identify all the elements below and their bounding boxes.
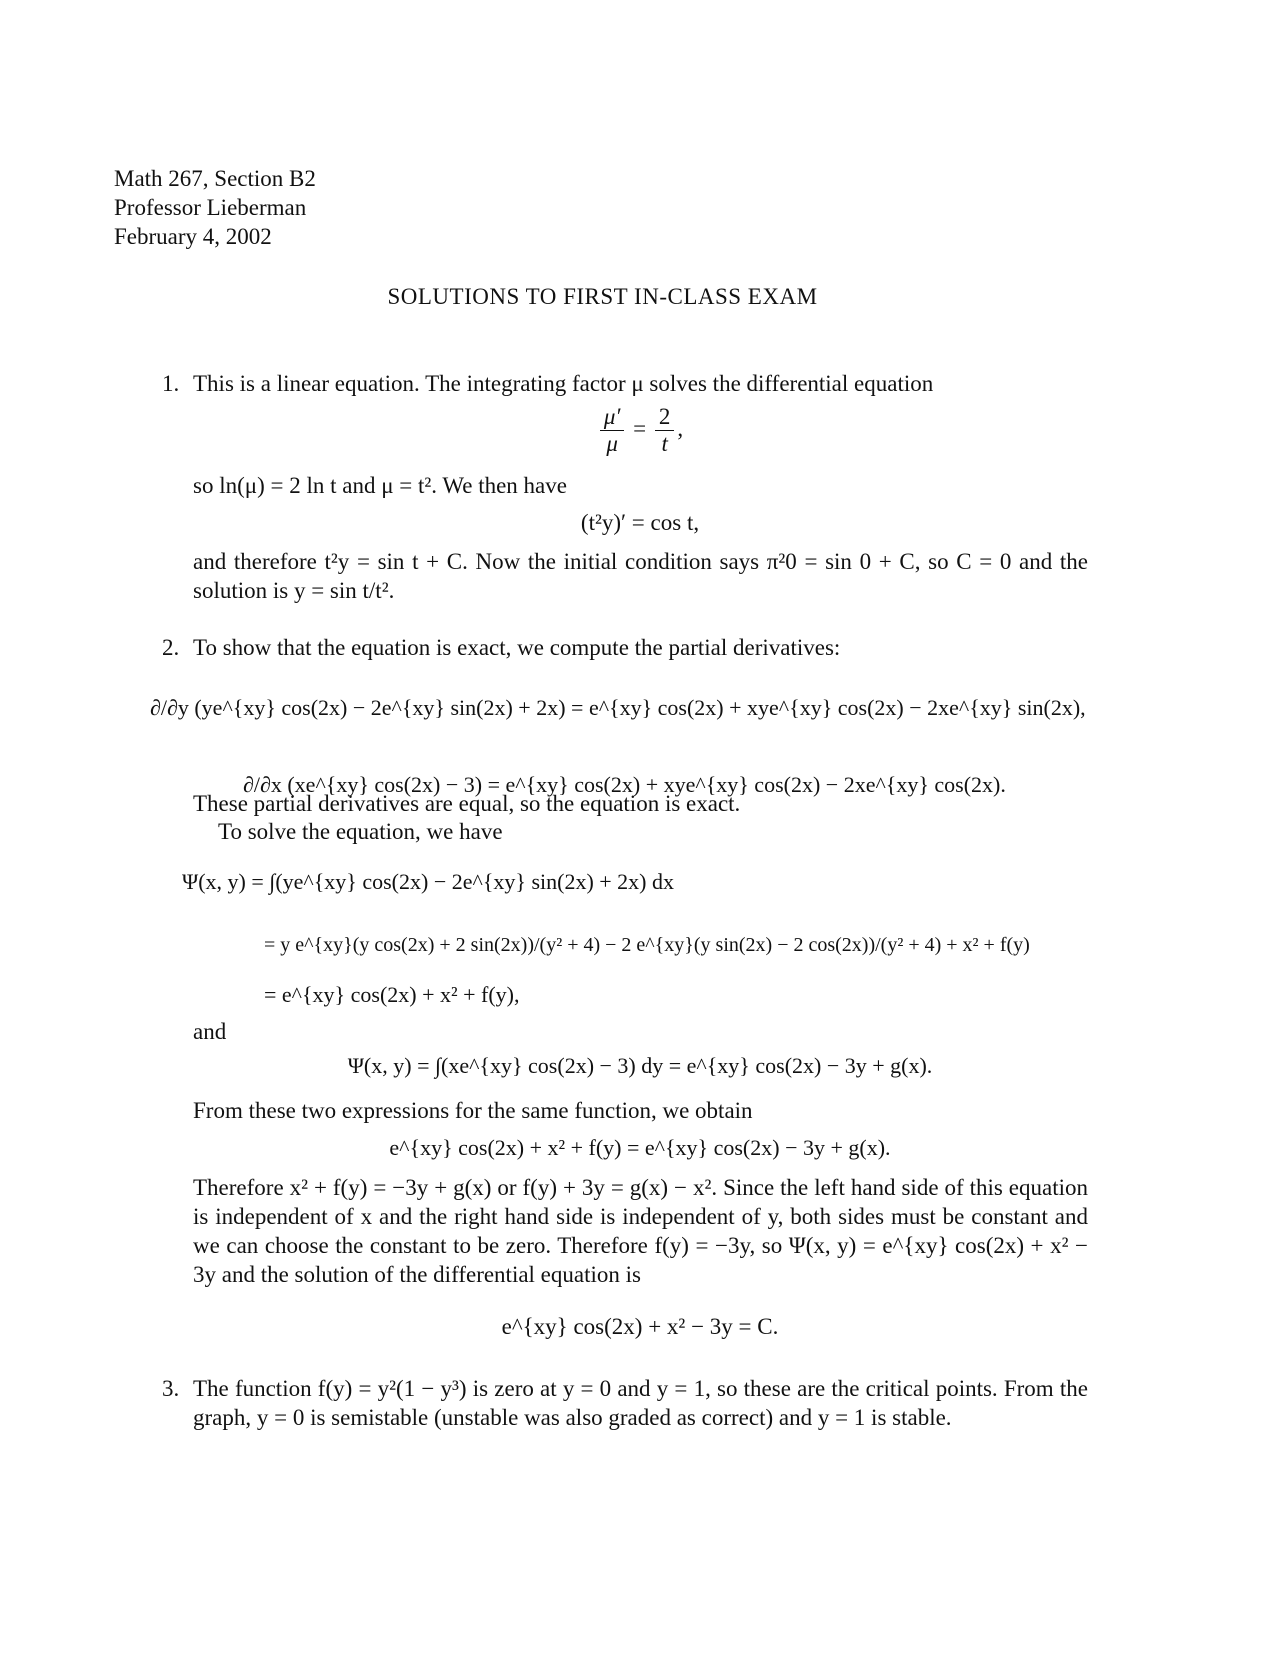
from-note: From these two expressions for the same function, we obtain (193, 1098, 753, 1123)
problem-1-equation-2: (t²y)′ = cos t, (580, 510, 700, 535)
partial-derivative-y: ∂/∂y (ye^{xy} cos(2x) − 2e^{xy} sin(2x) + 2x) = e^{xy} cos(2x) + xye^{xy} cos(2x) − 2xe^{xy} sin(2x), (150, 695, 1086, 720)
problem-2-intro: To show that the equation is exact, we compute the partial derivatives: (193, 635, 841, 660)
partial-derivative-x: ∂/∂x (xe^{xy} cos(2x) − 3) = e^{xy} cos(2x) + xye^{xy} cos(2x) − 2xe^{xy} cos(2x). (243, 772, 1006, 797)
problem-2-conclusion: Therefore x² + f(y) = −3y + g(x) or f(y) + 3y = g(x) − x². Since the left hand side of this equation is independent of x and the right hand side is independent of y, both sides must be constant and we can choose the constant to be zero. Therefore f(y) = −3y, so Ψ(x, y) = e^{xy} cos(2x) + x² − 3y and the solution of the differential equation is (193, 1175, 1088, 1287)
psi-result: = e^{xy} cos(2x) + x² + f(y), (264, 982, 520, 1007)
page-title: SOLUTIONS TO FIRST IN-CLASS EXAM (387, 284, 818, 309)
problem-3-text: The function f(y) = y²(1 − y³) is zero at y = 0 and y = 1, so these are the critical points. From the graph, y = 0 is semistable (unstable was also graded as correct) and y = 1 is stable. (193, 1376, 1088, 1430)
and-word: and (193, 1019, 227, 1044)
equal-expressions: e^{xy} cos(2x) + x² + f(y) = e^{xy} cos(2x) − 3y + g(x). (389, 1135, 891, 1160)
solve-note: To solve the equation, we have (218, 819, 503, 844)
problem-3-number: 3. (162, 1376, 180, 1401)
problem-1-number: 1. (162, 371, 180, 396)
course-line: Math 267, Section B2 (114, 166, 316, 191)
problem-1-equation-1: $\frac{\mu'}{\mu}$ = $\frac{2}{t}$ , (0, 404, 1280, 457)
psi-integral-dy: Ψ(x, y) = ∫(xe^{xy} cos(2x) − 3) dy = e^{xy} cos(2x) − 3y + g(x). (347, 1053, 933, 1078)
document-header (114, 164, 316, 251)
final-solution: e^{xy} cos(2x) + x² − 3y = C. (501, 1314, 779, 1339)
date-line: February 4, 2002 (114, 224, 272, 249)
psi-expansion: = y e^{xy}(y cos(2x) + 2 sin(2x))/(y² + 4) − 2 e^{xy}(y sin(2x) − 2 cos(2x))/(y² + 4) + x² + f(y) (264, 934, 1030, 956)
problem-2-number: 2. (162, 635, 180, 660)
problem-1-line-3: and therefore t²y = sin t + C. Now the initial condition says π²0 = sin 0 + C, so C = 0 and the solution is y = sin t/t². (193, 549, 1088, 603)
problem-1-line-2: so ln(μ) = 2 ln t and μ = t². We then have (193, 473, 567, 498)
professor-line: Professor Lieberman (114, 195, 307, 220)
psi-integral-dx: Ψ(x, y) = ∫(ye^{xy} cos(2x) − 2e^{xy} sin(2x) + 2x) dx (182, 869, 675, 894)
exact-note: These partial derivatives are equal, so the equation is exact. (193, 791, 741, 816)
problem-1-intro: This is a linear equation. The integrating factor μ solves the differential equation (193, 371, 934, 396)
